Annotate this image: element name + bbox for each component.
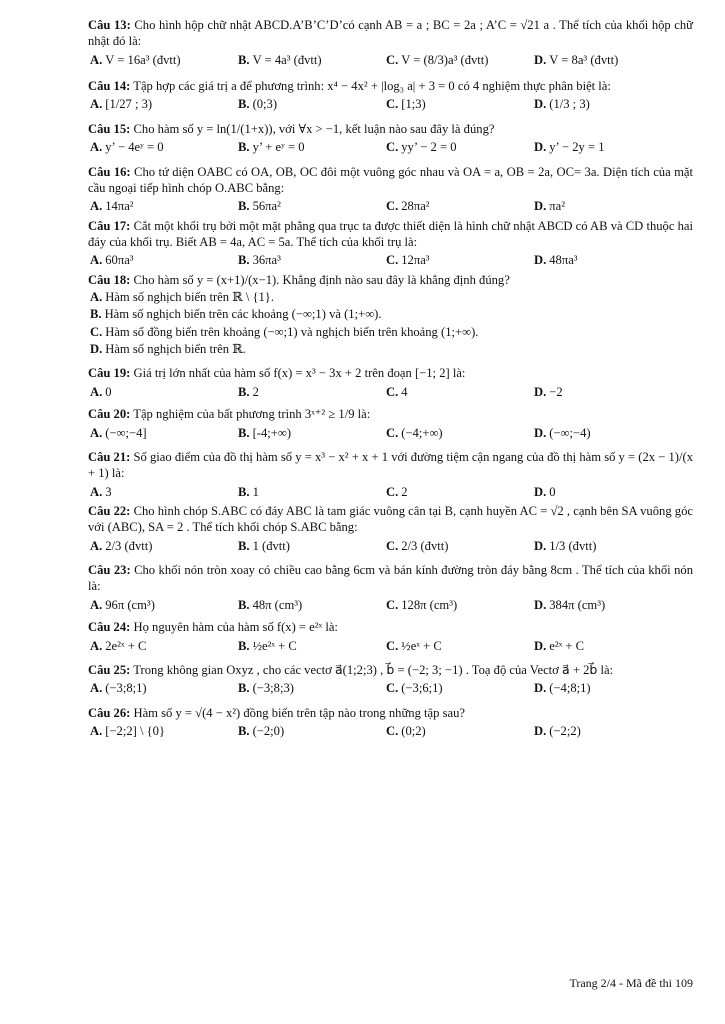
option-label: C. <box>386 253 399 268</box>
answer-option[interactable] <box>238 638 386 654</box>
option-label: D. <box>534 97 547 112</box>
option-text: (−4;8;1) <box>549 681 591 696</box>
question-body: Cắt một khối trụ bởi một mặt phẳng qua trục ta được thiết diện là hình chữ nhật ABCD có AB và CD thuộc hai đáy của khối trụ. Biết AB = 4a, AC = 5a. Thể tích của khối trụ là: <box>88 218 693 249</box>
option-text: [-4;+∞) <box>252 425 292 440</box>
option-label: C. <box>386 484 399 499</box>
option-label: C. <box>386 52 399 67</box>
answer-option[interactable] <box>90 638 238 654</box>
option-label: C. <box>90 324 103 339</box>
option-label: B. <box>238 681 250 696</box>
option-label: A. <box>90 425 103 440</box>
option-label: A. <box>90 140 103 155</box>
option-text: (−∞;−4] <box>105 425 147 440</box>
option-text: 384π (cm³) <box>549 597 606 612</box>
question-number: Câu 15: <box>88 121 131 136</box>
answer-option[interactable] <box>386 638 534 654</box>
answer-options <box>90 96 693 112</box>
answer-option[interactable] <box>238 252 386 268</box>
answer-options <box>90 384 693 400</box>
question-number: Câu 14: <box>88 79 131 94</box>
answer-option[interactable] <box>534 96 682 112</box>
option-text: 2 <box>401 484 408 499</box>
answer-options <box>90 597 693 613</box>
option-label: A. <box>90 290 103 305</box>
option-label: D. <box>534 140 547 155</box>
answer-option[interactable] <box>534 52 682 68</box>
question-number: Câu 17: <box>88 218 131 233</box>
option-text: y’ + eʸ = 0 <box>252 140 305 155</box>
option-label: A. <box>90 97 103 112</box>
question-body: Cho hình chóp S.ABC có đáy ABC là tam giác vuông cân tại B, cạnh huyền AC = √2 , cạnh bên SA vuông góc với (ABC), SA = 2 . Thể tích khối chóp S.ABC bằng: <box>88 503 693 535</box>
answer-option[interactable] <box>386 384 534 400</box>
question-text <box>88 164 693 197</box>
answer-option[interactable] <box>534 198 682 214</box>
option-label: B. <box>238 140 250 155</box>
question-body: Giá trị lớn nhất của hàm số f(x) = x³ − 3x + 2 trên đoạn [−1; 2] là: <box>133 366 466 381</box>
option-label: B. <box>238 253 250 268</box>
question-list <box>90 17 693 739</box>
answer-option[interactable] <box>90 384 238 400</box>
answer-options <box>90 139 693 155</box>
answer-option[interactable] <box>90 484 238 500</box>
option-text: (0;2) <box>401 723 426 738</box>
option-text: e²ˣ + C <box>549 638 585 653</box>
option-label: A. <box>90 538 103 553</box>
option-text: 48πa³ <box>549 253 578 268</box>
option-label: D. <box>534 723 547 738</box>
question-text <box>88 365 693 381</box>
option-text: V = 8a³ (đvtt) <box>549 52 619 67</box>
question <box>90 705 693 740</box>
answer-option[interactable] <box>238 484 386 500</box>
answer-option[interactable] <box>238 723 386 739</box>
question-text <box>88 78 693 94</box>
option-label: A. <box>90 52 103 67</box>
option-label: C. <box>386 97 399 112</box>
option-text: 96π (cm³) <box>105 597 155 612</box>
answer-option[interactable] <box>386 597 534 613</box>
answer-option[interactable] <box>90 324 693 340</box>
option-text: V = 4a³ (đvtt) <box>252 52 322 67</box>
question <box>90 619 693 654</box>
option-label: C. <box>386 140 399 155</box>
answer-option[interactable] <box>238 198 386 214</box>
option-label: A. <box>90 638 103 653</box>
option-text: (−2;2) <box>549 723 581 738</box>
question-body: Cho hình hộp chữ nhật ABCD.A’B’C’D’có cạnh AB = a ; BC = 2a ; A’C = √21 a . Thể tích của khối hộp chữ nhật đó là: <box>88 18 694 49</box>
option-label: B. <box>238 52 250 67</box>
question-body: Cho hàm số y = (x+1)/(x−1). Khẳng định nào sau đây là khẳng định đúng? <box>133 272 510 287</box>
question-body: Trong không gian Oxyz , cho các vectơ a⃗(1;2;3) , b⃗ = (−2; 3; −1) . Toạ độ của Vectơ a⃗ + 2b⃗ là: <box>133 662 614 677</box>
answer-options <box>90 484 693 500</box>
option-text: 60πa³ <box>105 253 134 268</box>
option-text: V = 16a³ (đvtt) <box>105 52 181 67</box>
option-text: (−∞;−4) <box>549 425 591 440</box>
question-text <box>88 121 693 137</box>
option-text: 36πa³ <box>252 253 281 268</box>
question-number: Câu 20: <box>88 407 131 422</box>
answer-option[interactable] <box>534 484 682 500</box>
answer-option[interactable] <box>386 252 534 268</box>
answer-option[interactable] <box>386 198 534 214</box>
answer-option[interactable] <box>90 723 238 739</box>
answer-option[interactable] <box>90 680 238 696</box>
answer-option[interactable] <box>90 96 238 112</box>
option-text: ½eˣ + C <box>401 638 442 653</box>
answer-options <box>90 252 693 268</box>
answer-option[interactable] <box>386 52 534 68</box>
option-text: −2 <box>549 384 563 399</box>
answer-options <box>90 638 693 654</box>
option-label: B. <box>238 723 250 738</box>
option-label: C. <box>386 199 399 214</box>
answer-option[interactable] <box>238 597 386 613</box>
question <box>90 164 693 215</box>
option-text: 0 <box>549 484 556 499</box>
answer-option[interactable] <box>238 680 386 696</box>
option-text: Hàm số nghịch biến trên ℝ \ {1}. <box>105 290 275 305</box>
question-number: Câu 18: <box>88 272 131 287</box>
option-text: 1/3 (đvtt) <box>549 538 597 553</box>
question-number: Câu 22: <box>88 503 131 518</box>
option-label: A. <box>90 484 103 499</box>
option-text: y’ − 4eʸ = 0 <box>105 140 164 155</box>
option-text: 28πa² <box>401 199 430 214</box>
question-body: Cho tứ diện OABC có OA, OB, OC đôi một vuông góc nhau và OA = a, OB = 2a, OC= 3a. Diện tích của mặt cầu ngoại tiếp hình chóp O.ABC bằng: <box>88 164 693 195</box>
option-text: Hàm số nghịch biến trên ℝ. <box>105 342 246 357</box>
question <box>90 365 693 400</box>
option-text: y’ − 2y = 1 <box>549 140 605 155</box>
option-label: A. <box>90 384 103 399</box>
option-label: C. <box>386 425 399 440</box>
question-body: Cho khối nón tròn xoay có chiều cao bằng 6cm và bán kính đường tròn đáy bằng 8cm . Thể tích của khối nón là: <box>88 563 693 594</box>
answer-option[interactable] <box>534 425 682 441</box>
answer-option[interactable] <box>534 538 682 554</box>
answer-options <box>90 538 693 554</box>
option-text: [−2;2] \ {0} <box>105 723 166 738</box>
option-label: B. <box>238 425 250 440</box>
answer-option[interactable] <box>90 52 238 68</box>
option-text: 48π (cm³) <box>252 597 303 612</box>
option-text: 1 <box>252 484 259 499</box>
option-text: (0;3) <box>252 97 278 112</box>
option-text: 2/3 (đvtt) <box>401 538 449 553</box>
option-text: (−3;8;1) <box>105 681 147 696</box>
option-text: 2/3 (đvtt) <box>105 538 153 553</box>
answer-option[interactable] <box>238 425 386 441</box>
option-label: D. <box>534 538 547 553</box>
option-label: A. <box>90 597 103 612</box>
option-label: C. <box>386 723 399 738</box>
question-text <box>88 218 693 251</box>
answer-option[interactable] <box>534 638 682 654</box>
question-number: Câu 23: <box>88 563 131 578</box>
question-text <box>88 705 693 721</box>
answer-option[interactable] <box>386 723 534 739</box>
question-body: Tập nghiệm của bất phương trình 3ˣ⁺² ≥ 1/9 là: <box>133 407 371 422</box>
option-label: B. <box>238 484 250 499</box>
question <box>90 17 693 68</box>
answer-option[interactable] <box>534 384 682 400</box>
question-number: Câu 21: <box>88 449 131 464</box>
question-number: Câu 13: <box>88 18 131 32</box>
answer-option[interactable] <box>386 425 534 441</box>
question <box>90 218 693 269</box>
answer-options <box>90 289 693 357</box>
option-label: D. <box>534 597 547 612</box>
option-label: D. <box>534 484 547 499</box>
question-number: Câu 26: <box>88 705 131 720</box>
question <box>90 78 693 113</box>
option-label: A. <box>90 723 103 738</box>
option-label: D. <box>90 342 103 357</box>
question-body: Cho hàm số y = ln(1/(1+x)), với ∀x > −1, kết luận nào sau đây là đúng? <box>133 121 495 136</box>
option-text: Hàm số đồng biến trên khoảng (−∞;1) và nghịch biến trên khoảng (1;+∞). <box>105 324 479 339</box>
option-label: C. <box>386 538 399 553</box>
option-label: C. <box>386 638 399 653</box>
option-text: 3 <box>105 484 112 499</box>
page-footer: Trang 2/4 - Mã đề thi 109 <box>569 976 693 990</box>
answer-option[interactable] <box>534 139 682 155</box>
option-label: A. <box>90 199 103 214</box>
question-text <box>88 503 693 536</box>
answer-option[interactable] <box>90 139 238 155</box>
answer-option[interactable] <box>90 341 693 357</box>
question-number: Câu 19: <box>88 366 131 381</box>
option-text: V = (8/3)a³ (đvtt) <box>401 52 489 67</box>
question-body: Số giao điểm của đồ thị hàm số y = x³ − x² + x + 1 với đường tiệm cận ngang của đồ thị hàm số y = (2x − 1)/(x + 1) là: <box>88 449 693 481</box>
answer-option[interactable] <box>90 538 238 554</box>
question-text <box>88 449 693 482</box>
question-text <box>88 619 693 635</box>
option-text: 0 <box>105 384 112 399</box>
option-label: D. <box>534 253 547 268</box>
option-label: C. <box>386 384 399 399</box>
question-text <box>88 272 693 288</box>
option-label: C. <box>386 597 399 612</box>
option-text: (−3;6;1) <box>401 681 443 696</box>
question <box>90 562 693 613</box>
option-label: B. <box>238 199 250 214</box>
answer-option[interactable] <box>386 484 534 500</box>
answer-option[interactable] <box>90 597 238 613</box>
answer-options <box>90 723 693 739</box>
question <box>90 406 693 441</box>
question-body: Hàm số y = √(4 − x²) đồng biến trên tập nào trong những tập sau? <box>133 705 465 720</box>
option-label: B. <box>238 97 250 112</box>
option-text: 56πa² <box>252 199 281 214</box>
question-body: Họ nguyên hàm của hàm số f(x) = e²ˣ là: <box>133 620 338 635</box>
answer-option[interactable] <box>90 425 238 441</box>
answer-option[interactable] <box>534 252 682 268</box>
option-text: (−2;0) <box>252 723 285 738</box>
question-number: Câu 16: <box>88 164 131 179</box>
option-text: (−3;8;3) <box>252 681 294 696</box>
option-label: B. <box>238 384 250 399</box>
option-label: D. <box>534 425 547 440</box>
answer-option[interactable] <box>238 384 386 400</box>
answer-option[interactable] <box>238 96 386 112</box>
option-text: 1 (đvtt) <box>252 538 290 553</box>
option-text: 4 <box>401 384 408 399</box>
answer-option[interactable] <box>90 252 238 268</box>
question-text <box>88 406 693 422</box>
answer-option[interactable] <box>534 597 682 613</box>
option-text: (1/3 ; 3) <box>549 97 590 112</box>
answer-options <box>90 198 693 214</box>
answer-option[interactable] <box>238 538 386 554</box>
option-label: D. <box>534 52 547 67</box>
option-label: D. <box>534 384 547 399</box>
option-text: Hàm số nghịch biến trên các khoảng (−∞;1) và (1;+∞). <box>104 307 382 322</box>
option-label: C. <box>386 681 399 696</box>
question-text <box>88 562 693 595</box>
option-label: D. <box>534 681 547 696</box>
option-text: 128π (cm³) <box>401 597 458 612</box>
option-label: A. <box>90 681 103 696</box>
option-text: [1/27 ; 3) <box>105 97 153 112</box>
question <box>90 503 693 554</box>
option-label: A. <box>90 253 103 268</box>
question-number: Câu 24: <box>88 620 131 635</box>
question <box>90 272 693 358</box>
answer-option[interactable] <box>238 52 386 68</box>
answer-options <box>90 425 693 441</box>
answer-option[interactable] <box>90 306 693 322</box>
question <box>90 121 693 156</box>
answer-options <box>90 52 693 68</box>
question <box>90 449 693 500</box>
answer-option[interactable] <box>238 139 386 155</box>
question-text <box>88 17 693 50</box>
question-number: Câu 25: <box>88 662 131 677</box>
option-text: yy’ − 2 = 0 <box>401 140 457 155</box>
answer-option[interactable] <box>90 198 238 214</box>
option-label: D. <box>534 638 547 653</box>
answer-option[interactable] <box>534 723 682 739</box>
answer-option[interactable] <box>386 680 534 696</box>
option-text: πa² <box>549 199 565 214</box>
option-text: 2 <box>252 384 259 399</box>
option-text: (−4;+∞) <box>401 425 443 440</box>
option-text: [1;3) <box>401 97 426 112</box>
question-text <box>88 662 693 678</box>
option-label: B. <box>238 638 250 653</box>
option-text: 2e²ˣ + C <box>105 638 147 653</box>
question <box>90 662 693 697</box>
answer-option[interactable] <box>386 96 534 112</box>
answer-option[interactable] <box>386 139 534 155</box>
option-text: 12πa³ <box>401 253 430 268</box>
option-label: D. <box>534 199 547 214</box>
answer-options <box>90 680 693 696</box>
option-text: ½e²ˣ + C <box>252 638 297 653</box>
option-label: B. <box>238 597 250 612</box>
option-label: B. <box>90 307 102 322</box>
answer-option[interactable] <box>534 680 682 696</box>
question-body: Tập hợp các giá trị a để phương trình: x⁴ − 4x² + |log₃ a| + 3 = 0 có 4 nghiệm thực phân biệt là: <box>133 79 611 94</box>
answer-option[interactable] <box>90 289 693 305</box>
answer-option[interactable] <box>386 538 534 554</box>
option-label: B. <box>238 538 250 553</box>
option-text: 14πa² <box>105 199 134 214</box>
